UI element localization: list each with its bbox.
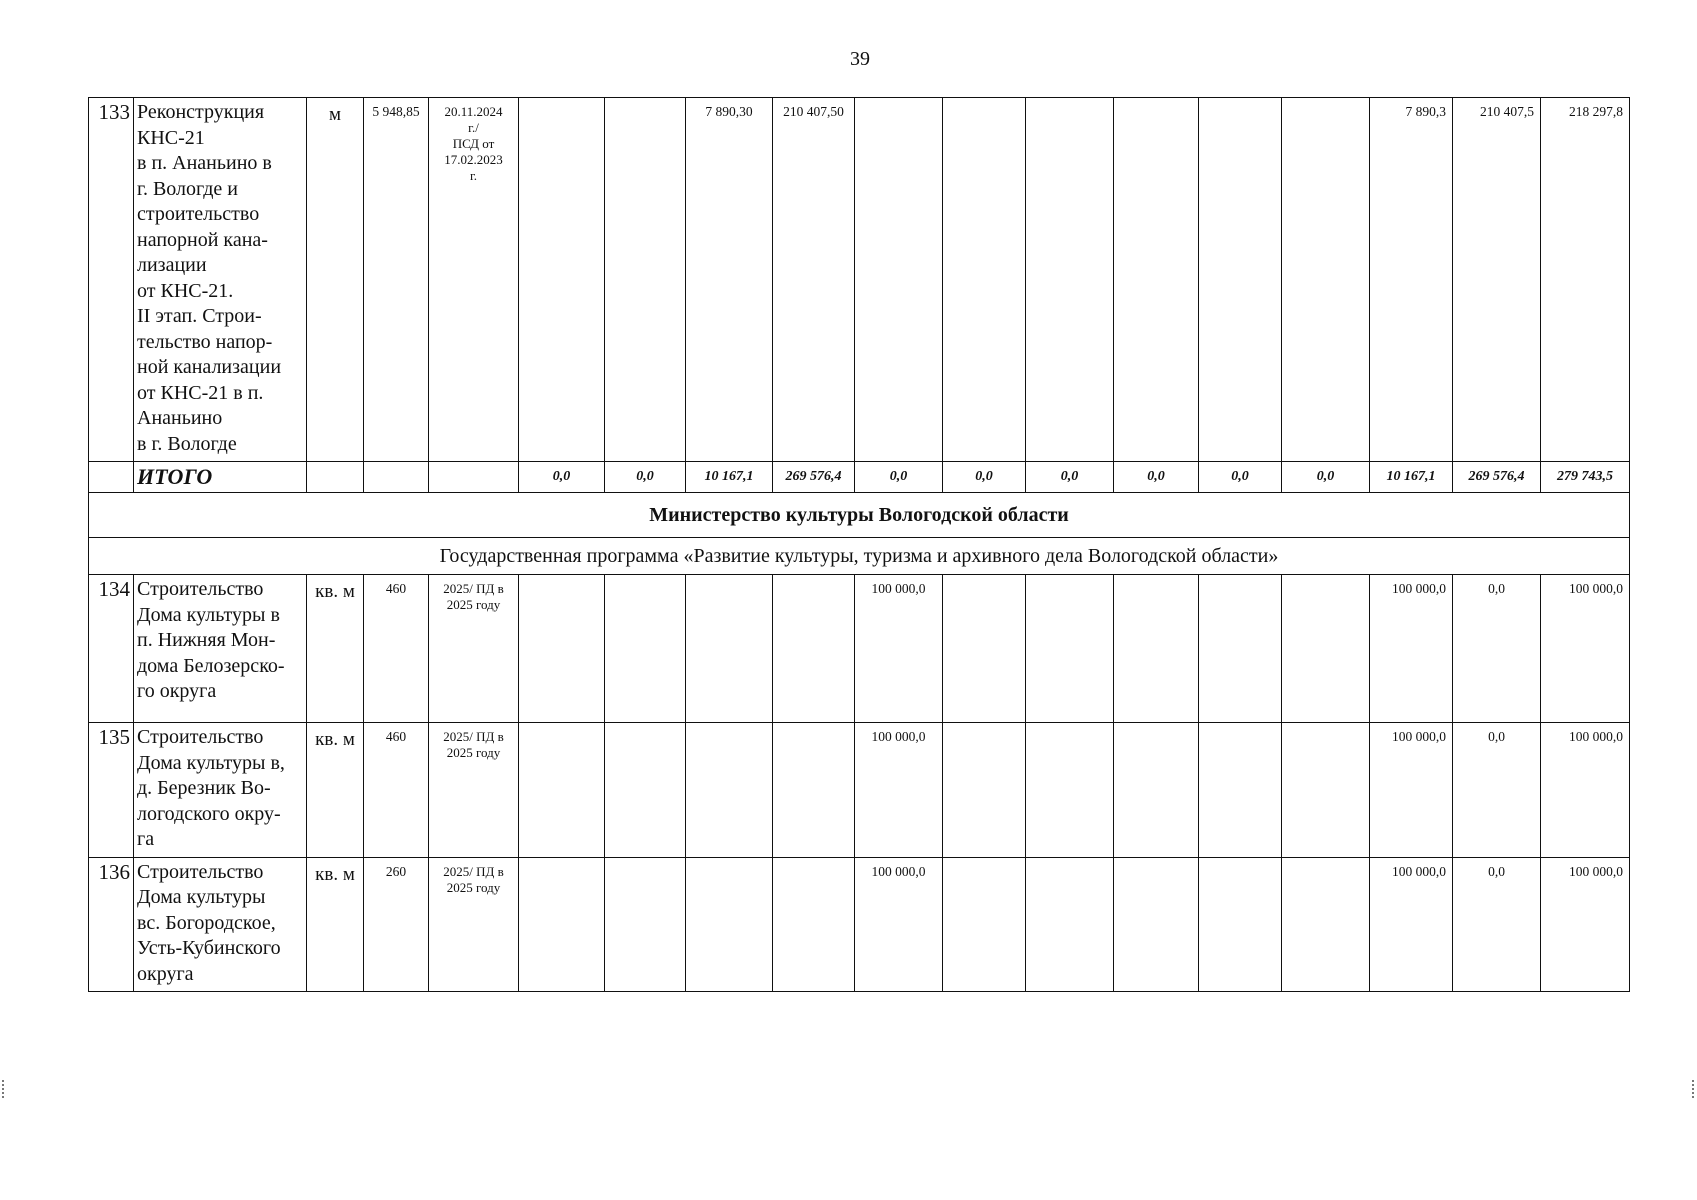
capacity: 460 [364, 575, 429, 723]
value-cell [1114, 857, 1199, 992]
value-cell [1199, 98, 1282, 462]
value-cell [605, 857, 686, 992]
value-cell [1199, 575, 1282, 723]
empty-cell [307, 462, 364, 493]
value-cell: 210 407,50 [773, 98, 855, 462]
unit: м [307, 98, 364, 462]
total-value: 279 743,5 [1541, 462, 1630, 493]
unit: кв. м [307, 575, 364, 723]
total-value: 10 167,1 [1370, 462, 1453, 493]
object-name: Строительство Дома культуры вс. Богородское, Усть-Кубинского округа [134, 857, 307, 992]
total-value: 269 576,4 [773, 462, 855, 493]
value-cell: 0,0 [1453, 857, 1541, 992]
capacity: 260 [364, 857, 429, 992]
total-label: ИТОГО [134, 462, 307, 493]
value-cell: 100 000,0 [1541, 857, 1630, 992]
value-cell [1026, 98, 1114, 462]
value-cell [1282, 723, 1370, 858]
dates: 20.11.2024 г./ ПСД от 17.02.2023 г. [429, 98, 519, 462]
unit: кв. м [307, 857, 364, 992]
value-cell [1282, 857, 1370, 992]
value-cell [1282, 575, 1370, 723]
value-cell [1026, 575, 1114, 723]
table-row [89, 98, 1630, 462]
value-cell [519, 857, 605, 992]
section-row [89, 493, 1630, 538]
value-cell [1114, 575, 1199, 723]
value-cell: 100 000,0 [1370, 857, 1453, 992]
page-number: 39 [850, 48, 870, 70]
value-cell [773, 723, 855, 858]
total-row [89, 462, 1630, 493]
value-cell [605, 98, 686, 462]
value-cell [773, 857, 855, 992]
capacity: 5 948,85 [364, 98, 429, 462]
value-cell [519, 575, 605, 723]
value-cell: 100 000,0 [1541, 723, 1630, 858]
value-cell: 100 000,0 [1541, 575, 1630, 723]
empty-cell [429, 462, 519, 493]
row-number: 134 [89, 575, 134, 723]
dates: 2025/ ПД в 2025 году [429, 723, 519, 858]
value-cell [943, 723, 1026, 858]
empty-cell [364, 462, 429, 493]
total-value: 0,0 [855, 462, 943, 493]
value-cell [1199, 723, 1282, 858]
capacity: 460 [364, 723, 429, 858]
total-value: 10 167,1 [686, 462, 773, 493]
table-row [89, 723, 1630, 858]
value-cell: 218 297,8 [1541, 98, 1630, 462]
value-cell [855, 98, 943, 462]
ministry-heading: Министерство культуры Вологодской области [89, 493, 1630, 538]
row-number: 136 [89, 857, 134, 992]
value-cell: 7 890,30 [686, 98, 773, 462]
value-cell: 100 000,0 [1370, 575, 1453, 723]
total-value: 0,0 [1199, 462, 1282, 493]
value-cell: 0,0 [1453, 723, 1541, 858]
value-cell [1199, 857, 1282, 992]
object-name: Строительство Дома культуры в, д. Березник Во- логодского окру- га [134, 723, 307, 858]
value-cell [605, 575, 686, 723]
value-cell [1114, 98, 1199, 462]
value-cell [605, 723, 686, 858]
value-cell [773, 575, 855, 723]
value-cell [686, 723, 773, 858]
total-value: 0,0 [519, 462, 605, 493]
value-cell [943, 575, 1026, 723]
object-name: Строительство Дома культуры в п. Нижняя Мон- дома Белозерско- го округа [134, 575, 307, 723]
row-number: 133 [89, 98, 134, 462]
scan-edge-mark-left [2, 1080, 6, 1098]
row-number: 135 [89, 723, 134, 858]
value-cell [1026, 723, 1114, 858]
total-value: 0,0 [1026, 462, 1114, 493]
empty-cell [89, 462, 134, 493]
value-cell [943, 857, 1026, 992]
unit: кв. м [307, 723, 364, 858]
table-row [89, 857, 1630, 992]
total-value: 0,0 [943, 462, 1026, 493]
total-value: 0,0 [1114, 462, 1199, 493]
dates: 2025/ ПД в 2025 году [429, 857, 519, 992]
total-value: 269 576,4 [1453, 462, 1541, 493]
value-cell [1026, 857, 1114, 992]
value-cell [686, 857, 773, 992]
value-cell: 100 000,0 [855, 723, 943, 858]
value-cell: 0,0 [1453, 575, 1541, 723]
value-cell: 7 890,3 [1370, 98, 1453, 462]
program-heading: Государственная программа «Развитие культуры, туризма и архивного дела Вологодской области» [89, 538, 1630, 575]
value-cell [1282, 98, 1370, 462]
value-cell [686, 575, 773, 723]
investment-table [88, 97, 1630, 992]
scan-edge-mark-right [1692, 1080, 1696, 1098]
section-row [89, 538, 1630, 575]
total-value: 0,0 [605, 462, 686, 493]
value-cell: 100 000,0 [855, 857, 943, 992]
value-cell [519, 98, 605, 462]
dates: 2025/ ПД в 2025 году [429, 575, 519, 723]
value-cell [1114, 723, 1199, 858]
value-cell: 100 000,0 [1370, 723, 1453, 858]
table-row [89, 575, 1630, 723]
value-cell: 100 000,0 [855, 575, 943, 723]
value-cell: 210 407,5 [1453, 98, 1541, 462]
object-name: Реконструкция КНС-21 в п. Ананьино в г. Вологде и строительство напорной кана- лизации от КНС-21. II этап. Строи- тельство напор- ной канализации от КНС-21 в п. Ананьино в г. Вологде [134, 98, 307, 462]
value-cell [519, 723, 605, 858]
total-value: 0,0 [1282, 462, 1370, 493]
value-cell [943, 98, 1026, 462]
